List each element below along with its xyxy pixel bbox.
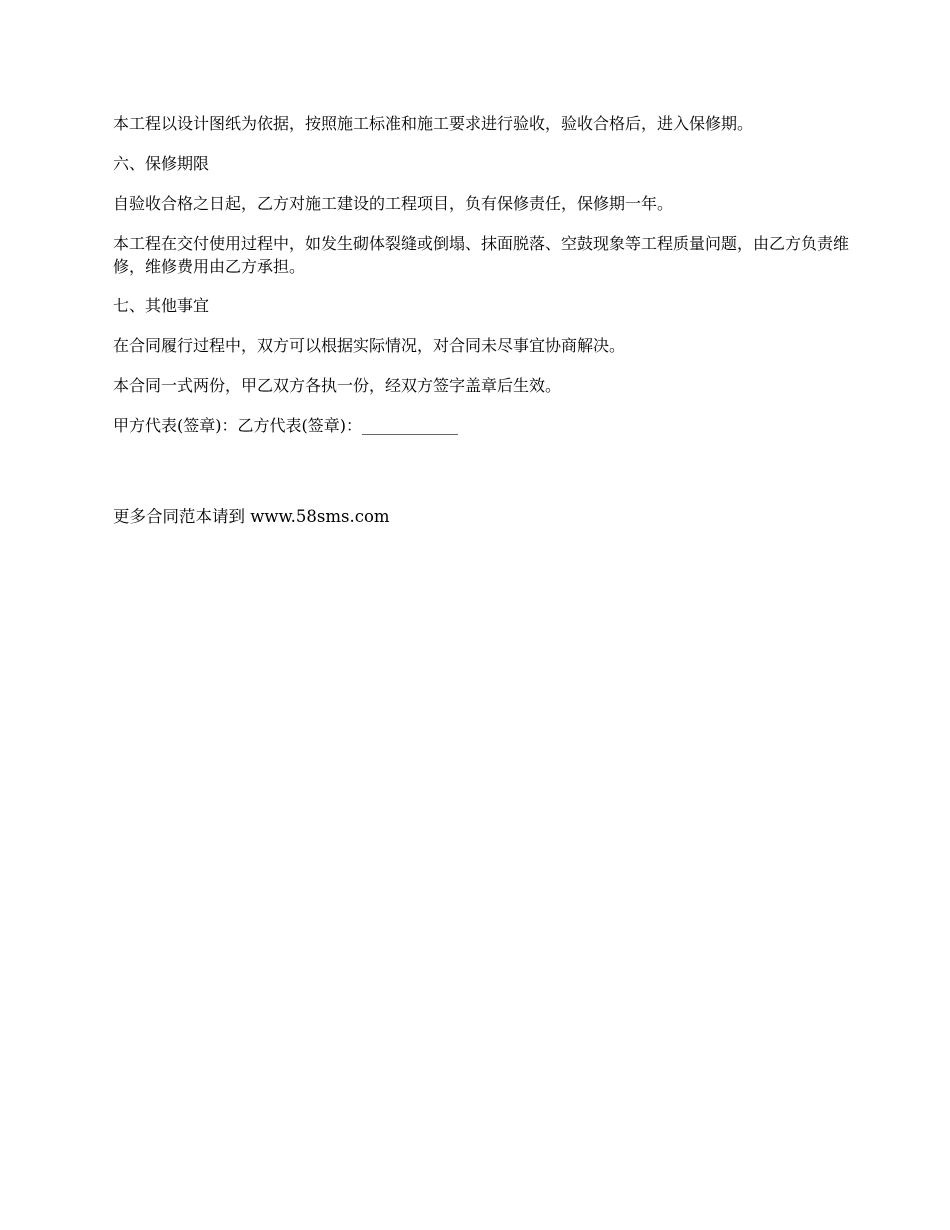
paragraph-quality-issues: 本工程在交付使用过程中，如发生砌体裂缝或倒塌、抹面脱落、空鼓现象等工程质量问题，由乙方负责维修，维修费用由乙方承担。 bbox=[113, 234, 850, 276]
signature-line: 甲方代表(签章)：乙方代表(签章)：____________ bbox=[113, 416, 458, 435]
footer-note: 更多合同范本请到 www.58sms.com bbox=[113, 507, 390, 526]
blank-space bbox=[113, 454, 853, 505]
section-heading-warranty-period: 六、保修期限 bbox=[113, 154, 210, 173]
paragraph-copies: 本合同一式两份，甲乙双方各执一份，经双方签字盖章后生效。 bbox=[113, 376, 562, 395]
paragraph-warranty-duration: 自验收合格之日起，乙方对施工建设的工程项目，负有保修责任，保修期一年。 bbox=[113, 194, 674, 213]
document-page bbox=[113, 112, 853, 529]
paragraph-acceptance: 本工程以设计图纸为依据，按照施工标准和施工要求进行验收，验收合格后，进入保修期。 bbox=[113, 114, 754, 133]
paragraph-negotiation: 在合同履行过程中，双方可以根据实际情况，对合同未尽事宜协商解决。 bbox=[113, 336, 626, 355]
section-heading-other-matters: 七、其他事宜 bbox=[113, 296, 210, 315]
